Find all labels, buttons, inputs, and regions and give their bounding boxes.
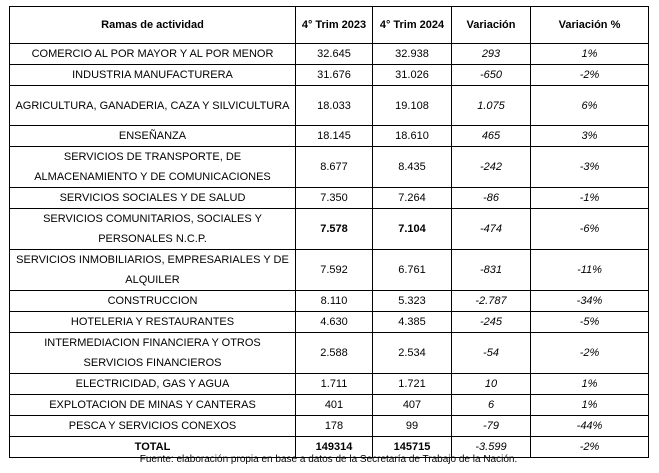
variacion-pct-cell: -2% xyxy=(531,65,649,86)
header-row xyxy=(10,7,649,44)
trim-2023-cell: 4.630 xyxy=(296,312,373,333)
trim-2023-cell: 178 xyxy=(296,416,373,437)
rama-cell: CONSTRUCCION xyxy=(10,291,296,312)
trim-2024-cell: 5.323 xyxy=(373,291,452,312)
variacion-cell: -79 xyxy=(452,416,531,437)
variacion-pct-cell: 3% xyxy=(531,126,649,147)
rama-cell: SERVICIOS INMOBILIARIOS, EMPRESARIALES Y DE ALQUILER xyxy=(10,250,296,291)
variacion-pct-cell: -11% xyxy=(531,250,649,291)
table-row xyxy=(10,333,649,374)
variacion-cell: 293 xyxy=(452,44,531,65)
rama-cell: COMERCIO AL POR MAYOR Y AL POR MENOR xyxy=(10,44,296,65)
rama-cell: SERVICIOS SOCIALES Y DE SALUD xyxy=(10,188,296,209)
total-variacion: -3.599 xyxy=(452,437,531,458)
variacion-pct-cell: -2% xyxy=(531,333,649,374)
header-trim-2023: 4° Trim 2023 xyxy=(296,7,373,44)
trim-2024-cell: 8.435 xyxy=(373,147,452,188)
variacion-cell: -831 xyxy=(452,250,531,291)
table-row xyxy=(10,147,649,188)
rama-cell: SERVICIOS COMUNITARIOS, SOCIALES Y PERSONALES N.C.P. xyxy=(10,209,296,250)
variacion-cell: -86 xyxy=(452,188,531,209)
table-row xyxy=(10,65,649,86)
variacion-cell: 6 xyxy=(452,395,531,416)
total-trim-2023: 149314 xyxy=(296,437,373,458)
variacion-pct-cell: -3% xyxy=(531,147,649,188)
variacion-pct-cell: 1% xyxy=(531,374,649,395)
trim-2023-cell: 2.588 xyxy=(296,333,373,374)
variacion-cell: -474 xyxy=(452,209,531,250)
variacion-cell: -242 xyxy=(452,147,531,188)
table-row xyxy=(10,374,649,395)
trim-2023-cell: 31.676 xyxy=(296,65,373,86)
trim-2023-cell: 18.033 xyxy=(296,86,373,126)
total-trim-2024: 145715 xyxy=(373,437,452,458)
rama-cell: AGRICULTURA, GANADERIA, CAZA Y SILVICULTURA xyxy=(10,86,296,126)
rama-cell: SERVICIOS DE TRANSPORTE, DE ALMACENAMIENTO Y DE COMUNICACIONES xyxy=(10,147,296,188)
table-row xyxy=(10,395,649,416)
rama-cell: PESCA Y SERVICIOS CONEXOS xyxy=(10,416,296,437)
trim-2024-cell: 99 xyxy=(373,416,452,437)
variacion-pct-cell: -1% xyxy=(531,188,649,209)
table-row xyxy=(10,416,649,437)
table-row xyxy=(10,312,649,333)
table-row xyxy=(10,86,649,126)
header-variacion-pct: Variación % xyxy=(531,7,649,44)
rama-cell: EXPLOTACION DE MINAS Y CANTERAS xyxy=(10,395,296,416)
table-row xyxy=(10,291,649,312)
variacion-cell: -2.787 xyxy=(452,291,531,312)
variacion-pct-cell: -44% xyxy=(531,416,649,437)
trim-2023-cell: 32.645 xyxy=(296,44,373,65)
trim-2024-cell: 32.938 xyxy=(373,44,452,65)
trim-2023-cell: 18.145 xyxy=(296,126,373,147)
table-row xyxy=(10,126,649,147)
trim-2023-cell: 8.110 xyxy=(296,291,373,312)
trim-2023-cell: 7.578 xyxy=(296,209,373,250)
trim-2023-cell: 401 xyxy=(296,395,373,416)
trim-2023-cell: 7.350 xyxy=(296,188,373,209)
rama-cell: HOTELERIA Y RESTAURANTES xyxy=(10,312,296,333)
header-variacion: Variación xyxy=(452,7,531,44)
trim-2023-cell: 1.711 xyxy=(296,374,373,395)
variacion-pct-cell: 6% xyxy=(531,86,649,126)
variacion-pct-cell: -6% xyxy=(531,209,649,250)
source-note: Fuente: elaboración propia en base a datos de la Secretaría de Trabajo de la Nación. xyxy=(139,454,518,465)
trim-2024-cell: 6.761 xyxy=(373,250,452,291)
table-row xyxy=(10,209,649,250)
trim-2024-cell: 7.104 xyxy=(373,209,452,250)
trim-2024-cell: 407 xyxy=(373,395,452,416)
table-row xyxy=(10,44,649,65)
trim-2023-cell: 7.592 xyxy=(296,250,373,291)
header-trim-2024: 4° Trim 2024 xyxy=(373,7,452,44)
trim-2024-cell: 31.026 xyxy=(373,65,452,86)
employment-table xyxy=(9,6,649,458)
rama-cell: INTERMEDIACION FINANCIERA Y OTROS SERVICIOS FINANCIEROS xyxy=(10,333,296,374)
trim-2024-cell: 2.534 xyxy=(373,333,452,374)
trim-2024-cell: 4.385 xyxy=(373,312,452,333)
table-row xyxy=(10,188,649,209)
variacion-cell: 10 xyxy=(452,374,531,395)
variacion-cell: -650 xyxy=(452,65,531,86)
table-row xyxy=(10,250,649,291)
variacion-cell: 465 xyxy=(452,126,531,147)
trim-2024-cell: 1.721 xyxy=(373,374,452,395)
variacion-pct-cell: -34% xyxy=(531,291,649,312)
rama-cell: ENSEÑANZA xyxy=(10,126,296,147)
variacion-cell: 1.075 xyxy=(452,86,531,126)
variacion-pct-cell: 1% xyxy=(531,395,649,416)
variacion-pct-cell: 1% xyxy=(531,44,649,65)
total-label: TOTAL xyxy=(10,437,296,458)
trim-2024-cell: 19.108 xyxy=(373,86,452,126)
rama-cell: INDUSTRIA MANUFACTURERA xyxy=(10,65,296,86)
rama-cell: ELECTRICIDAD, GAS Y AGUA xyxy=(10,374,296,395)
trim-2023-cell: 8.677 xyxy=(296,147,373,188)
header-rama: Ramas de actividad xyxy=(10,7,296,44)
trim-2024-cell: 18.610 xyxy=(373,126,452,147)
variacion-pct-cell: -5% xyxy=(531,312,649,333)
trim-2024-cell: 7.264 xyxy=(373,188,452,209)
variacion-cell: -54 xyxy=(452,333,531,374)
total-variacion-pct: -2% xyxy=(531,437,649,458)
variacion-cell: -245 xyxy=(452,312,531,333)
